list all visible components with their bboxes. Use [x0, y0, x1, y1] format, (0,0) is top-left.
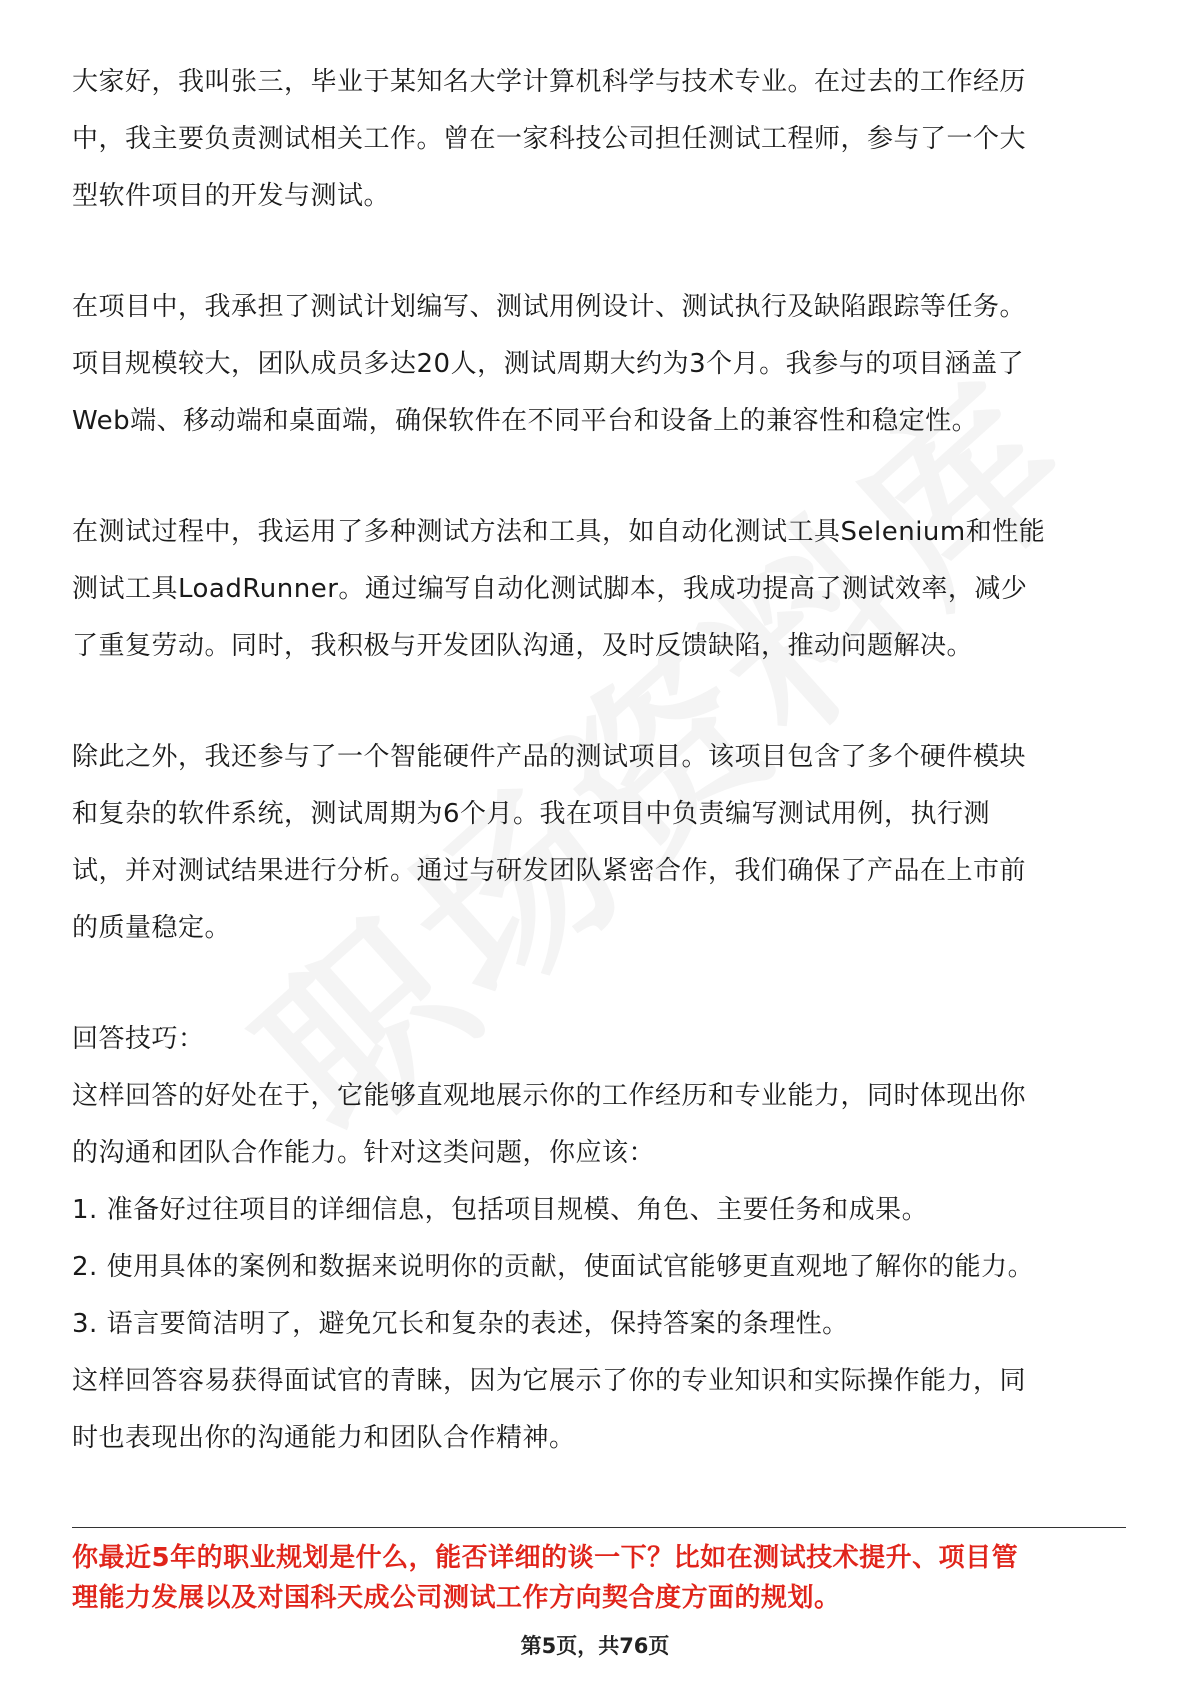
main-content: [72, 54, 1122, 1467]
text-line: 了重复劳动。同时，我积极与开发团队沟通，及时反馈缺陷，推动问题解决。: [72, 631, 974, 661]
text-line: 中，我主要负责测试相关工作。曾在一家科技公司担任测试工程师，参与了一个大: [72, 124, 1027, 154]
paragraph-gap: [72, 225, 1122, 279]
tips-intro-line: 这样回答的好处在于，它能够直观地展示你的工作经历和专业能力，同时体现出你: [72, 1081, 1027, 1111]
tips-list-item: 2. 使用具体的案例和数据来说明你的贡献，使面试官能够更直观地了解你的能力。: [72, 1252, 1035, 1282]
text-line: 项目规模较大，团队成员多达20人，测试周期大约为3个月。我参与的项目涵盖了: [72, 349, 1025, 379]
text-line: 的质量稳定。: [72, 913, 232, 943]
tips-heading: 回答技巧：: [72, 1024, 205, 1054]
next-question: [72, 1538, 1126, 1618]
tips-intro-line: 的沟通和团队合作能力。针对这类问题，你应该：: [72, 1138, 656, 1168]
text-line: 和复杂的软件系统，测试周期为6个月。我在项目中负责编写测试用例，执行测: [72, 799, 991, 829]
paragraph-tools: [72, 504, 1122, 675]
text-line: 测试工具LoadRunner。通过编写自动化测试脚本，我成功提高了测试效率，减少: [72, 574, 1028, 604]
tips-conclusion-line: 时也表现出你的沟通能力和团队合作精神。: [72, 1423, 576, 1453]
paragraph-gap: [72, 957, 1122, 1011]
next-question-line: 理能力发展以及对国科天成公司测试工作方向契合度方面的规划。: [72, 1583, 841, 1613]
text-line: 大家好，我叫张三，毕业于某知名大学计算机科学与技术专业。在过去的工作经历: [72, 67, 1027, 97]
answer-tips: [72, 1011, 1122, 1467]
paragraph-intro: [72, 54, 1122, 225]
tips-list-item: 3. 语言要简洁明了，避免冗长和复杂的表述，保持答案的条理性。: [72, 1309, 849, 1339]
text-line: 除此之外，我还参与了一个智能硬件产品的测试项目。该项目包含了多个硬件模块: [72, 742, 1027, 772]
next-question-line: 你最近5年的职业规划是什么，能否详细的谈一下？比如在测试技术提升、项目管: [72, 1543, 1019, 1573]
paragraph-gap: [72, 675, 1122, 729]
paragraph-project: [72, 279, 1122, 450]
page-number: 第5页，共76页: [520, 1634, 670, 1658]
text-line: Web端、移动端和桌面端，确保软件在不同平台和设备上的兼容性和稳定性。: [72, 406, 979, 436]
text-line: 在测试过程中，我运用了多种测试方法和工具，如自动化测试工具Selenium和性能: [72, 517, 1046, 547]
section-divider: [72, 1527, 1126, 1528]
tips-list-item: 1. 准备好过往项目的详细信息，包括项目规模、角色、主要任务和成果。: [72, 1195, 929, 1225]
paragraph-hardware: [72, 729, 1122, 957]
text-line: 试，并对测试结果进行分析。通过与研发团队紧密合作，我们确保了产品在上市前: [72, 856, 1027, 886]
tips-conclusion-line: 这样回答容易获得面试官的青睐，因为它展示了你的专业知识和实际操作能力，同: [72, 1366, 1027, 1396]
paragraph-gap: [72, 450, 1122, 504]
text-line: 型软件项目的开发与测试。: [72, 181, 391, 211]
text-line: 在项目中，我承担了测试计划编写、测试用例设计、测试执行及缺陷跟踪等任务。: [72, 292, 1027, 322]
